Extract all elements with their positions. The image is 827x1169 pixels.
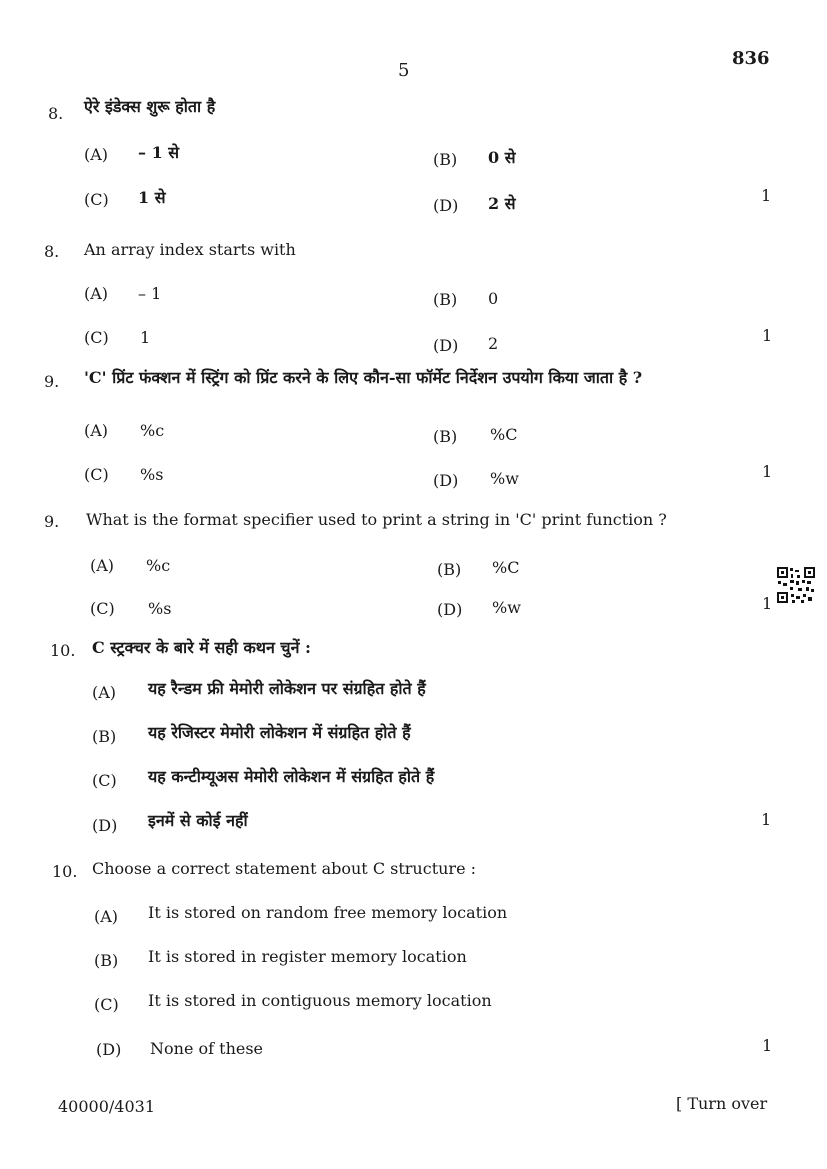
option-text: It is stored in contiguous memory location — [148, 991, 492, 1010]
option-label: (A) — [92, 683, 117, 702]
option-text: इनमें से कोई नहीं — [148, 811, 248, 830]
option-label: (C) — [84, 190, 109, 209]
option-text: %C — [490, 425, 518, 444]
turn-over-note: [ Turn over — [676, 1094, 768, 1113]
option-label: (B) — [433, 290, 458, 309]
option-text: It is stored on random free memory location — [148, 903, 508, 922]
question-number: 9. — [44, 512, 60, 531]
option-label: (B) — [94, 951, 119, 970]
option-label: (A) — [84, 145, 109, 164]
question-text: Choose a correct statement about C structure : — [92, 859, 477, 878]
question-text: An array index starts with — [84, 240, 296, 259]
option-text: %c — [146, 556, 171, 575]
question-number: 10. — [52, 862, 78, 881]
option-text: यह रैन्डम फ्री मेमोरी लोकेशन पर संग्रहित होते हैं — [148, 679, 426, 698]
option-label: (A) — [90, 556, 115, 575]
qr-code-icon — [776, 566, 816, 604]
option-text: 1 — [140, 328, 151, 347]
option-text: – 1 — [138, 284, 162, 303]
option-label: (C) — [92, 771, 117, 790]
option-label: (D) — [433, 471, 459, 490]
question-number: 8. — [44, 242, 60, 261]
option-label: (B) — [92, 727, 117, 746]
option-text: %s — [148, 599, 172, 618]
option-label: (D) — [96, 1040, 122, 1059]
question-text: 'C' प्रिंट फंक्शन में स्ट्रिंग को प्रिंट करने के लिए कौन-सा फॉर्मेट निर्देशन उपयोग किया जाता है ? — [84, 368, 643, 387]
question-number: 9. — [44, 372, 60, 391]
option-text: 2 — [488, 334, 499, 353]
option-label: (C) — [84, 465, 109, 484]
option-text: %c — [140, 421, 165, 440]
option-text: %s — [140, 465, 164, 484]
option-label: (B) — [433, 427, 458, 446]
option-label: (D) — [433, 336, 459, 355]
option-label: (C) — [84, 328, 109, 347]
option-text: यह रेजिस्टर मेमोरी लोकेशन में संग्रहित होते हैं — [148, 723, 411, 742]
option-label: (C) — [94, 995, 119, 1014]
option-label: (A) — [84, 284, 109, 303]
question-text: C स्ट्रक्चर के बारे में सही कथन चुनें : — [92, 638, 311, 657]
option-text: 1 से — [138, 188, 166, 207]
option-text: It is stored in register memory location — [148, 947, 467, 966]
option-text: 2 से — [488, 194, 516, 213]
option-text: 0 से — [488, 148, 516, 167]
marks: 1 — [762, 594, 773, 613]
option-label: (A) — [84, 421, 109, 440]
option-label: (B) — [437, 560, 462, 579]
question-number: 10. — [50, 641, 76, 660]
footer-code: 40000/4031 — [58, 1097, 156, 1116]
option-label: (D) — [92, 816, 118, 835]
marks: 1 — [762, 1036, 773, 1055]
option-text: %w — [492, 598, 521, 617]
option-text: – 1 से — [138, 143, 180, 162]
question-text: ऐरे इंडेक्स शुरू होता है — [84, 97, 216, 116]
question-number: 8. — [48, 104, 64, 123]
marks: 1 — [762, 326, 773, 345]
option-label: (C) — [90, 599, 115, 618]
marks: 1 — [762, 462, 773, 481]
option-text: %C — [492, 558, 520, 577]
option-text: यह कन्टीम्यूअस मेमोरी लोकेशन में संग्रहित होते हैं — [148, 767, 435, 786]
option-text: None of these — [150, 1039, 264, 1058]
question-text: What is the format specifier used to print a string in 'C' print function ? — [86, 510, 667, 529]
option-text: %w — [490, 469, 519, 488]
marks: 1 — [761, 186, 772, 205]
option-text: 0 — [488, 289, 499, 308]
option-label: (D) — [433, 196, 459, 215]
option-label: (B) — [433, 150, 458, 169]
paper-code: 836 — [732, 48, 770, 69]
option-label: (A) — [94, 907, 119, 926]
option-label: (D) — [437, 600, 463, 619]
page-number: 5 — [398, 60, 410, 81]
marks: 1 — [761, 810, 772, 829]
